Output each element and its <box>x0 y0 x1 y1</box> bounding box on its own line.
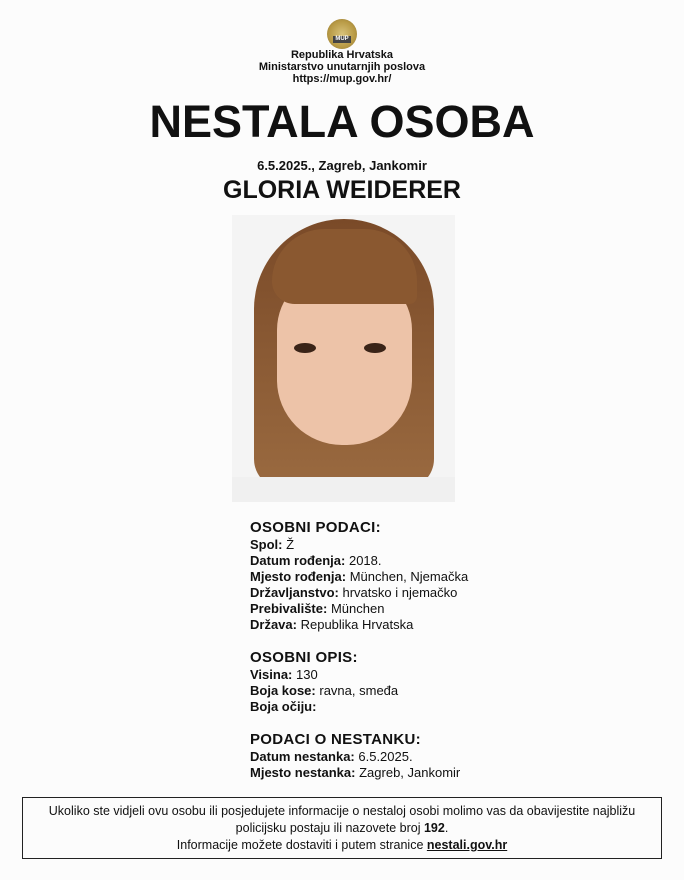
info-row <box>250 765 468 781</box>
field-value: 130 <box>296 667 318 682</box>
field-label: Državljanstvo: <box>250 585 339 600</box>
info-row <box>250 749 468 765</box>
field-value: hrvatsko i njemačko <box>342 585 458 600</box>
field-label: Mjesto rođenja: <box>250 569 347 584</box>
section-heading: OSOBNI OPIS: <box>250 649 358 666</box>
field-value: München <box>330 601 385 616</box>
contact-notice <box>22 797 662 859</box>
field-value: ravna, smeđa <box>319 683 399 698</box>
field-value: Republika Hrvatska <box>300 617 414 632</box>
info-row <box>250 683 468 699</box>
field-label: Datum nestanka: <box>250 749 355 764</box>
section-heading: PODACI O NESTANKU: <box>250 731 421 748</box>
mup-logo <box>327 19 357 49</box>
phone-number: 192 <box>423 821 445 835</box>
info-sections <box>250 519 468 781</box>
notice-line1: Ukoliko ste vidjeli ovu osobu ili posjedujete informacije o nestaloj osobi molimo vas da obavijestite najbližu <box>48 804 636 818</box>
header-ministry: Ministarstvo unutarnjih poslova <box>258 61 426 73</box>
info-row <box>250 537 468 553</box>
person-photo <box>232 215 455 502</box>
header-url: https://mup.gov.hr/ <box>292 73 392 85</box>
field-label: Boja očiju: <box>250 699 317 714</box>
field-label: Datum rođenja: <box>250 553 346 568</box>
info-row <box>250 699 468 715</box>
date-location: 6.5.2025., Zagreb, Jankomir <box>257 158 427 173</box>
nestali-link[interactable]: nestali.gov.hr <box>426 838 508 852</box>
notice-line2: policijsku postaju ili nazovete broj <box>235 821 424 835</box>
person-name: GLORIA WEIDERER <box>223 176 461 204</box>
field-value: 2018. <box>348 553 382 568</box>
page-title: NESTALA OSOBA <box>149 96 535 147</box>
field-label: Spol: <box>250 537 283 552</box>
field-label: Boja kose: <box>250 683 316 698</box>
field-value: München, Njemačka <box>349 569 469 584</box>
field-value: 6.5.2025. <box>358 749 413 764</box>
section-heading: OSOBNI PODACI: <box>250 519 381 536</box>
info-row <box>250 601 468 617</box>
logo-text: MUP <box>333 36 351 43</box>
field-value: Zagreb, Jankomir <box>359 765 461 780</box>
header-republic: Republika Hrvatska <box>290 49 394 61</box>
field-label: Mjesto nestanka: <box>250 765 356 780</box>
info-row <box>250 667 468 683</box>
info-row <box>250 585 468 601</box>
info-row <box>250 569 468 585</box>
info-row <box>250 617 468 633</box>
info-row <box>250 553 468 569</box>
field-label: Država: <box>250 617 297 632</box>
period: . <box>444 821 449 835</box>
field-label: Prebivalište: <box>250 601 328 616</box>
notice-line3: Informacije možete dostaviti i putem stranice <box>176 838 427 852</box>
field-label: Visina: <box>250 667 293 682</box>
field-value: Ž <box>286 537 295 552</box>
